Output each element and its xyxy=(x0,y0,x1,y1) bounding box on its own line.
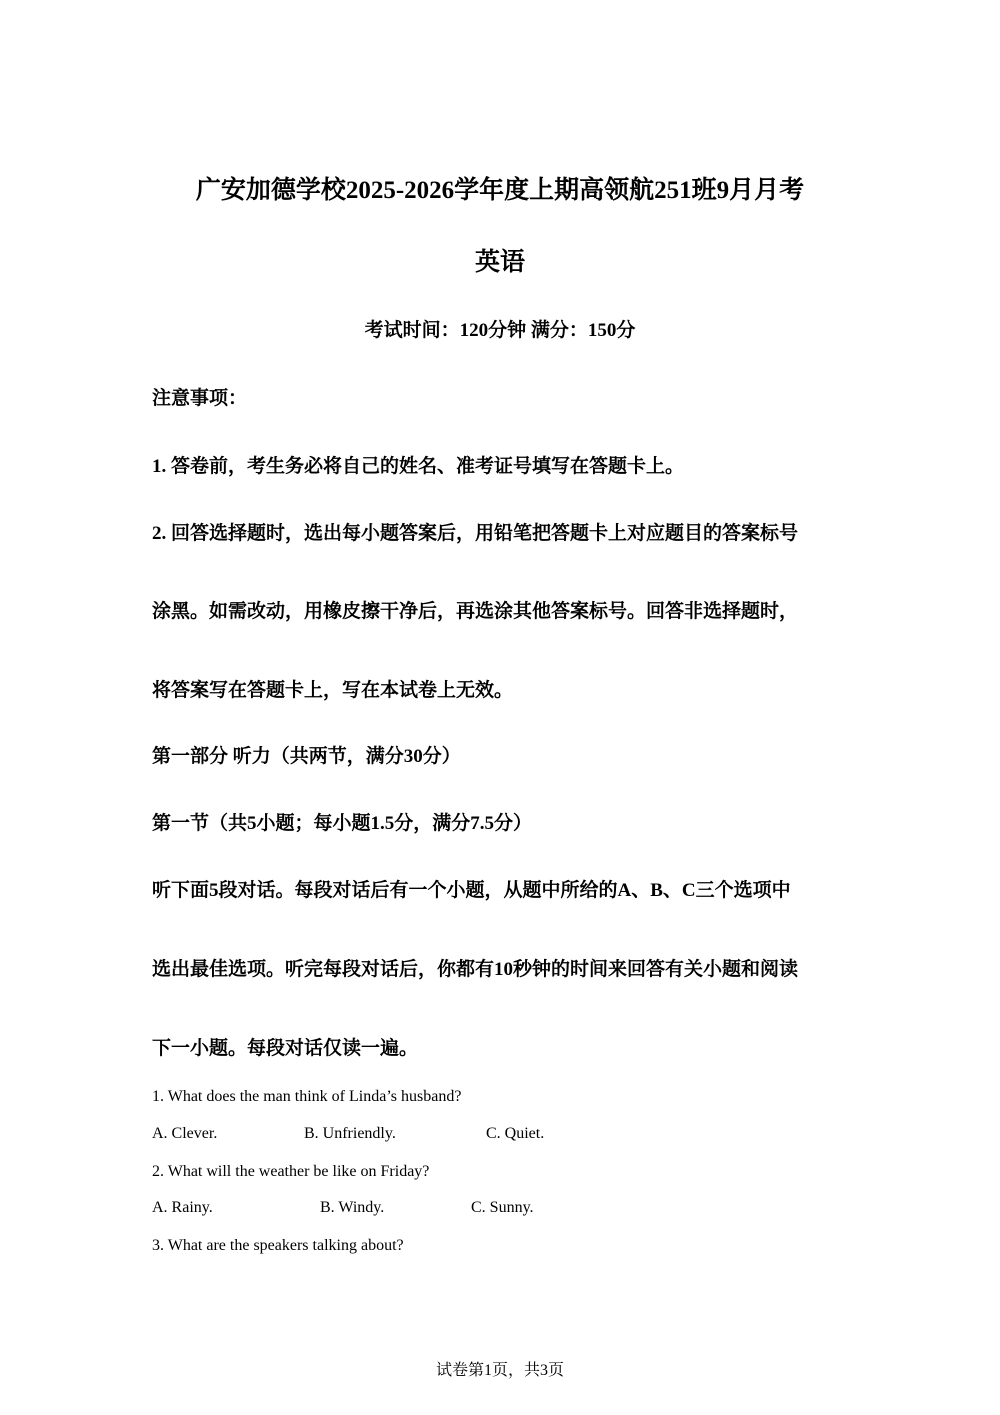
notes-item-2-line-3: 将答案写在答题卡上，写在本试卷上无效。 xyxy=(152,680,514,701)
question-2-option-c: C. Sunny. xyxy=(471,1199,534,1216)
question-1-stem: 1. What does the man think of Linda’s husband? xyxy=(152,1088,462,1105)
part-heading: 第一部分 听力（共两节，满分30分） xyxy=(152,746,461,767)
notes-item-2-line-1: 2. 回答选择题时，选出每小题答案后，用铅笔把答题卡上对应题目的答案标号 xyxy=(152,523,799,544)
notes-heading: 注意事项： xyxy=(152,388,248,409)
question-2-option-a: A. Rainy. xyxy=(152,1199,213,1216)
question-2-option-b: B. Windy. xyxy=(320,1199,385,1216)
question-1-option-a: A. Clever. xyxy=(152,1125,218,1142)
exam-title: 广安加德学校2025-2026学年度上期高领航251班9月月考 xyxy=(195,177,805,204)
question-3-stem: 3. What are the speakers talking about? xyxy=(152,1237,404,1254)
subject-title: 英语 xyxy=(474,249,525,276)
instruction-line-1: 听下面5段对话。每段对话后有一个小题，从题中所给的A、B、C三个选项中 xyxy=(152,880,791,901)
exam-info: 考试时间：120分钟 满分：150分 xyxy=(364,320,636,341)
notes-item-2-line-2: 涂黑。如需改动，用橡皮擦干净后，再选涂其他答案标号。回答非选择题时， xyxy=(152,601,799,622)
instruction-line-2: 选出最佳选项。听完每段对话后，你都有10秒钟的时间来回答有关小题和阅读 xyxy=(152,959,799,980)
instruction-line-3: 下一小题。每段对话仅读一遍。 xyxy=(152,1038,419,1059)
notes-item-1: 1. 答卷前，考生务必将自己的姓名、准考证号填写在答题卡上。 xyxy=(152,456,685,477)
question-1-option-b: B. Unfriendly. xyxy=(304,1125,396,1142)
page-footer: 试卷第1页，共3页 xyxy=(435,1362,564,1379)
section-heading: 第一节（共5小题；每小题1.5分，满分7.5分） xyxy=(152,813,533,834)
question-2-stem: 2. What will the weather be like on Friday? xyxy=(152,1163,430,1180)
question-1-option-c: C. Quiet. xyxy=(486,1125,545,1142)
